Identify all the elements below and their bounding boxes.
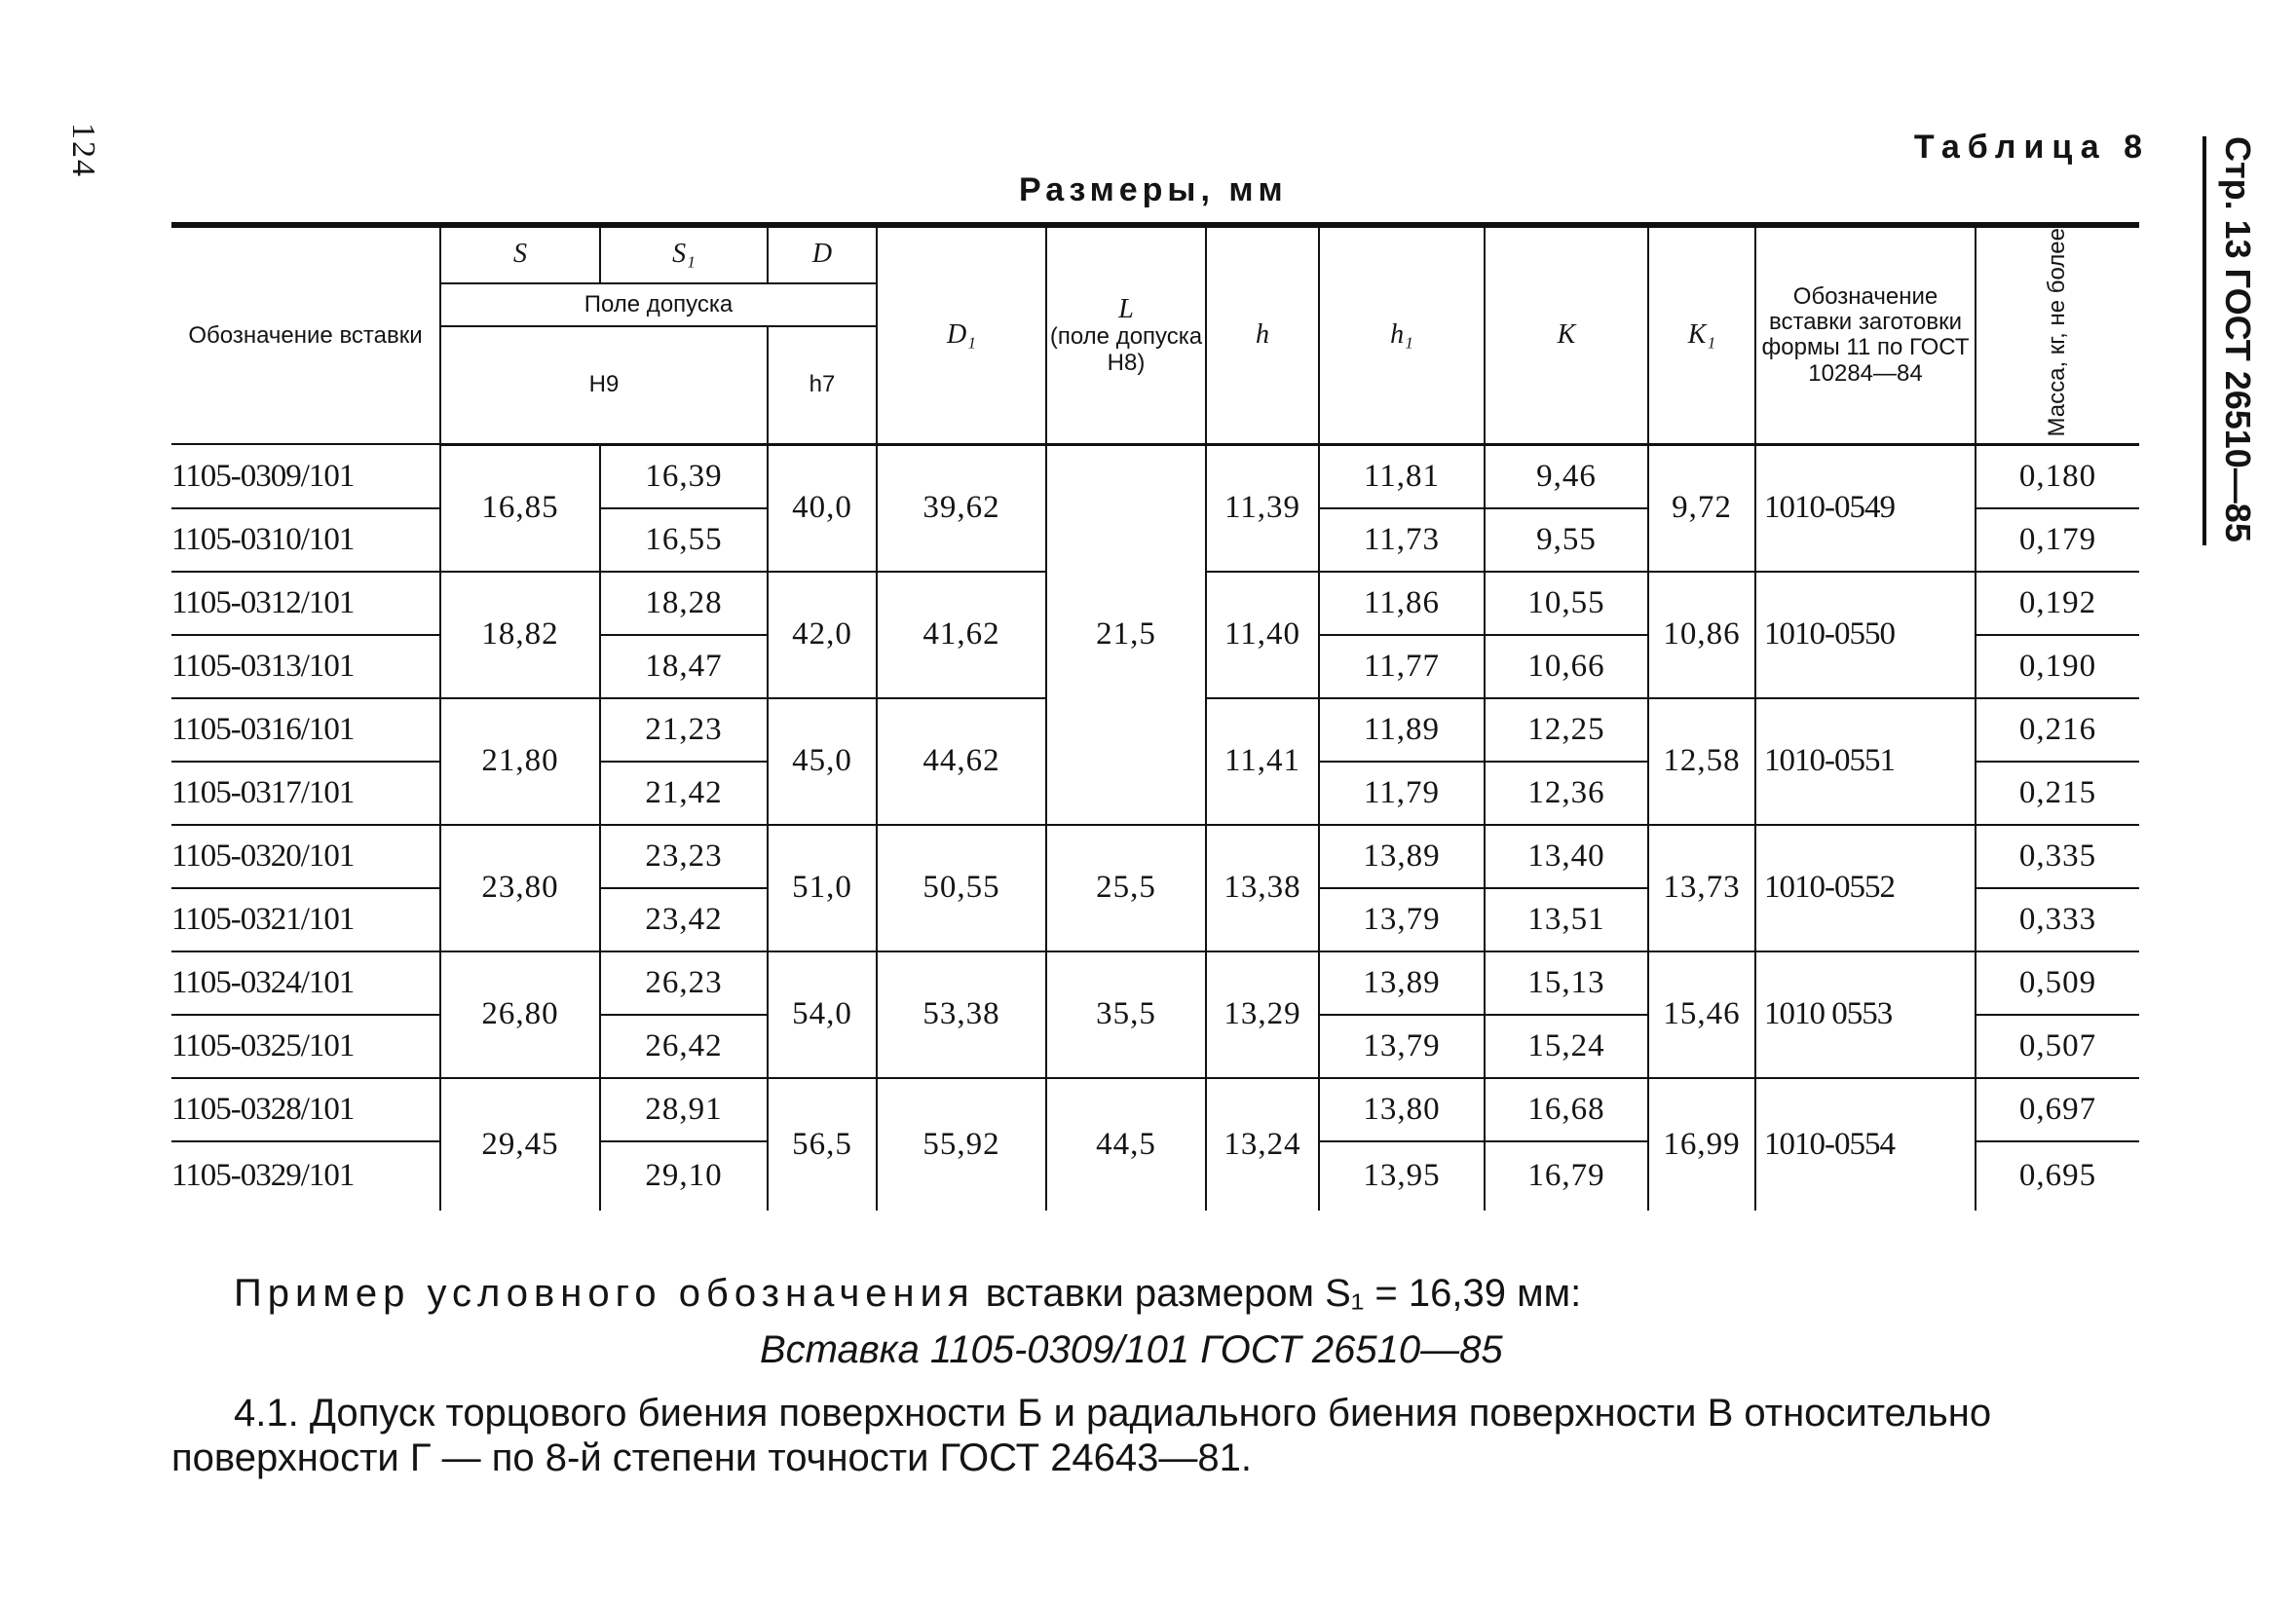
blank-designation-cell: 1010-0550 [1755,572,1976,698]
page-number: 124 [65,123,101,178]
mass-cell: 0,335 [1976,825,2139,888]
mass-cell: 0,179 [1976,508,2139,572]
h-cell: 11,41 [1206,698,1319,825]
header-mass-text: Масса, кг, не более [2044,228,2071,437]
h-cell: 13,29 [1206,951,1319,1078]
d1-cell: 55,92 [877,1078,1046,1211]
table-body [171,444,2139,1211]
designation-cell: 1105-0312/101 [171,572,440,635]
h-cell: 11,40 [1206,572,1319,698]
mass-cell: 0,697 [1976,1078,2139,1141]
header-d: D [768,228,877,283]
k-cell: 16,68 [1485,1078,1648,1141]
header-l-note: (поле допуска H8) [1049,323,1203,376]
blank-designation-cell: 1010-0549 [1755,444,1976,572]
s-cell: 16,85 [440,444,600,572]
mass-cell: 0,215 [1976,762,2139,825]
k-cell: 13,40 [1485,825,1648,888]
example-line [234,1272,1581,1316]
k1-cell: 10,86 [1648,572,1755,698]
k-cell: 16,79 [1485,1141,1648,1211]
side-header: Стр. 13 ГОСТ 26510—85 [2218,136,2258,542]
k-cell: 13,51 [1485,888,1648,951]
d1-cell: 44,62 [877,698,1046,825]
s1-cell: 18,47 [600,635,768,698]
clause-4-1 [171,1391,2139,1480]
designation-cell: 1105-0316/101 [171,698,440,762]
k1-cell: 13,73 [1648,825,1755,951]
side-header-rule [2202,136,2206,545]
d-cell: 56,5 [768,1078,877,1211]
k1-cell: 16,99 [1648,1078,1755,1211]
d1-cell: 41,62 [877,572,1046,698]
k-cell: 10,66 [1485,635,1648,698]
h1-cell: 11,86 [1319,572,1485,635]
s-cell: 23,80 [440,825,600,951]
mass-cell: 0,507 [1976,1015,2139,1078]
d-cell: 40,0 [768,444,877,572]
h1-cell: 13,80 [1319,1078,1485,1141]
table-row [171,825,2139,888]
d-cell: 54,0 [768,951,877,1078]
example-designation: Вставка 1105-0309/101 ГОСТ 26510—85 [760,1328,1503,1371]
h-cell: 13,24 [1206,1078,1319,1211]
h1-cell: 11,77 [1319,635,1485,698]
h-cell: 11,39 [1206,444,1319,572]
header-mass [1976,228,2139,444]
s1-cell: 23,23 [600,825,768,888]
s1-cell: 26,42 [600,1015,768,1078]
example-prefix: Пример условного обозначения [234,1272,975,1315]
s1-cell: 28,91 [600,1078,768,1141]
designation-cell: 1105-0328/101 [171,1078,440,1141]
s-cell: 18,82 [440,572,600,698]
k-cell: 15,24 [1485,1015,1648,1078]
mass-cell: 0,190 [1976,635,2139,698]
l-cell: 21,5 [1046,444,1206,825]
header-l-symbol: L [1118,293,1134,324]
header-h7: h7 [768,326,877,444]
header-h9: H9 [440,326,768,444]
designation-cell: 1105-0309/101 [171,444,440,508]
header-tolerance-field: Поле допуска [440,283,877,326]
s-cell: 29,45 [440,1078,600,1211]
k-cell: 10,55 [1485,572,1648,635]
mass-cell: 0,509 [1976,951,2139,1015]
header-h: h [1206,228,1319,444]
s-cell: 26,80 [440,951,600,1078]
d-cell: 45,0 [768,698,877,825]
example-text: вставки размером S₁ = 16,39 мм: [974,1272,1582,1315]
blank-designation-cell: 1010 0553 [1755,951,1976,1078]
k1-cell: 12,58 [1648,698,1755,825]
blank-designation-cell: 1010-0554 [1755,1078,1976,1211]
d1-cell: 39,62 [877,444,1046,572]
s1-cell: 18,28 [600,572,768,635]
clause-4-1-text: 4.1. Допуск торцового биения поверхности Б и радиального биения поверхности В относительно поверхности Г — по 8-й степени точности ГОСТ 24643—81. [171,1392,1992,1479]
h1-cell: 13,95 [1319,1141,1485,1211]
header-k1: K₁ [1648,228,1755,444]
mass-cell: 0,192 [1976,572,2139,635]
h1-cell: 11,73 [1319,508,1485,572]
d-cell: 51,0 [768,825,877,951]
h1-cell: 13,89 [1319,825,1485,888]
designation-cell: 1105-0310/101 [171,508,440,572]
designation-cell: 1105-0321/101 [171,888,440,951]
h-cell: 13,38 [1206,825,1319,951]
designation-cell: 1105-0324/101 [171,951,440,1015]
designation-cell: 1105-0329/101 [171,1158,355,1194]
header-h1: h₁ [1319,228,1485,444]
header-s1: S₁ [600,228,768,283]
table-label: Таблица 8 [1913,129,2150,166]
s1-cell: 29,10 [600,1141,768,1211]
l-cell: 35,5 [1046,951,1206,1078]
d1-cell: 53,38 [877,951,1046,1078]
d-cell: 42,0 [768,572,877,698]
designation-cell: 1105-0313/101 [171,635,440,698]
s1-cell: 16,39 [600,444,768,508]
s1-cell: 21,42 [600,762,768,825]
mass-cell: 0,333 [1976,888,2139,951]
l-cell: 44,5 [1046,1078,1206,1211]
k-cell: 15,13 [1485,951,1648,1015]
header-k: K [1485,228,1648,444]
h1-cell: 11,81 [1319,444,1485,508]
table-row [171,1078,2139,1141]
l-cell: 25,5 [1046,825,1206,951]
blank-designation-cell: 1010-0551 [1755,698,1976,825]
table-row [171,444,2139,508]
k1-cell: 15,46 [1648,951,1755,1078]
designation-cell: 1105-0325/101 [171,1015,440,1078]
k-cell: 9,46 [1485,444,1648,508]
s1-cell: 16,55 [600,508,768,572]
s-cell: 21,80 [440,698,600,825]
k-cell: 12,25 [1485,698,1648,762]
mass-cell: 0,695 [1976,1141,2139,1211]
mass-cell: 0,180 [1976,444,2139,508]
s1-cell: 21,23 [600,698,768,762]
d1-cell: 50,55 [877,825,1046,951]
header-s: S [440,228,600,283]
k1-cell: 9,72 [1648,444,1755,572]
s1-cell: 26,23 [600,951,768,1015]
mass-cell: 0,216 [1976,698,2139,762]
blank-designation-cell: 1010-0552 [1755,825,1976,951]
h1-cell: 11,89 [1319,698,1485,762]
h1-cell: 11,79 [1319,762,1485,825]
dimensions-table [171,228,2139,1211]
k-cell: 12,36 [1485,762,1648,825]
header-d1: D₁ [877,228,1046,444]
header-designation: Обозначение вставки [171,228,440,444]
designation-cell: 1105-0320/101 [171,825,440,888]
s1-cell: 23,42 [600,888,768,951]
k-cell: 9,55 [1485,508,1648,572]
table-row [171,951,2139,1015]
header-blank-designation: Обозначение вставки заготовки формы 11 по ГОСТ 10284—84 [1755,228,1976,444]
h1-cell: 13,89 [1319,951,1485,1015]
h1-cell: 13,79 [1319,1015,1485,1078]
h1-cell: 13,79 [1319,888,1485,951]
header-l [1046,228,1206,444]
sizes-label: Размеры, мм [1019,171,1288,208]
designation-cell: 1105-0317/101 [171,762,440,825]
